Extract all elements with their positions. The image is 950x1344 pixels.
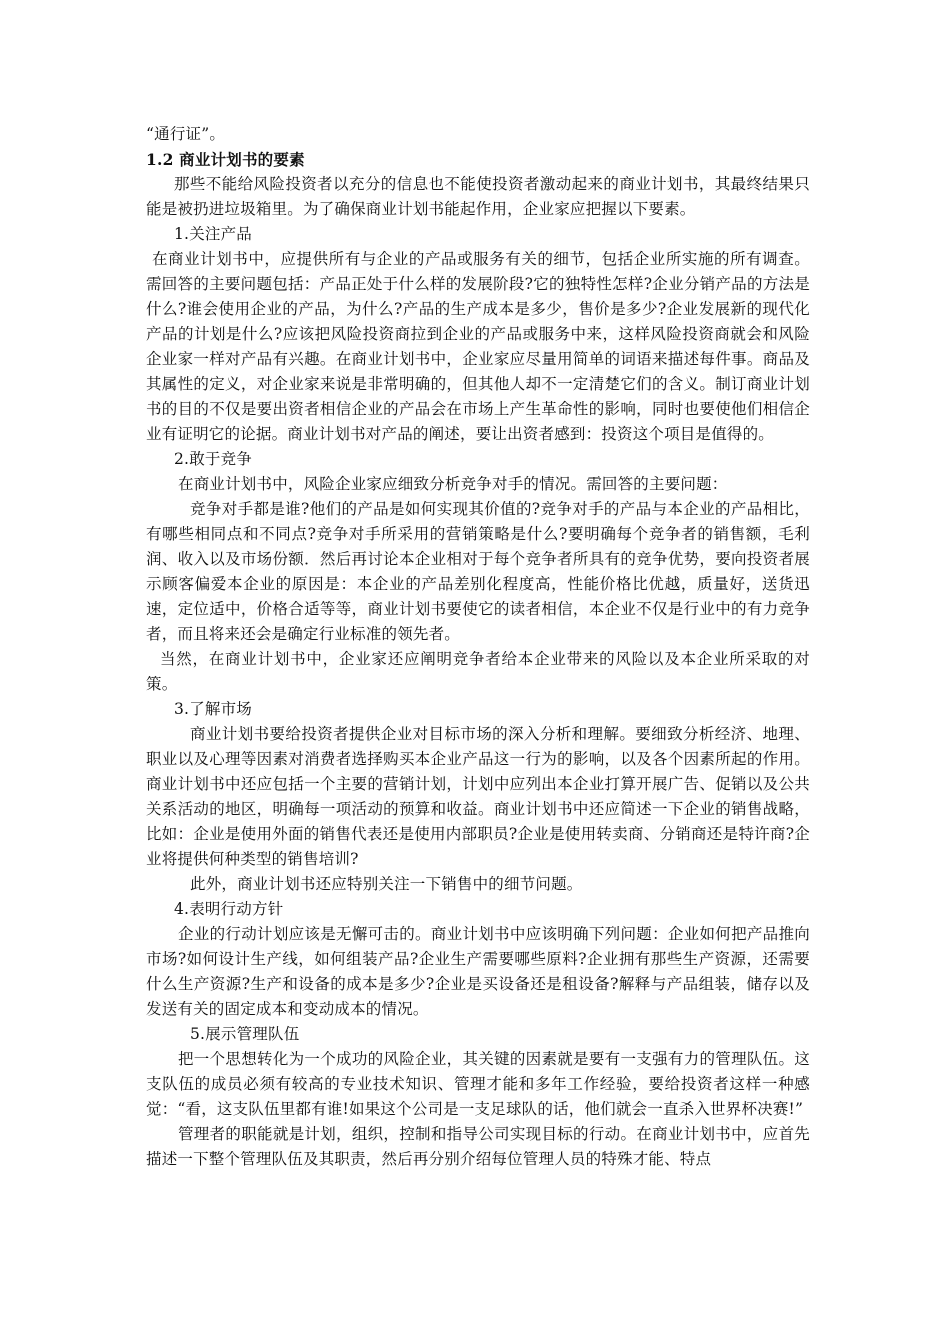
paragraph-market-sales: 此外，商业计划书还应特别关注一下销售中的细节问题。 [190,875,583,893]
paragraph-management: 管理者的职能就是计划，组织，控制和指导公司实现目标的行动。在商业计划书中，应首先描述一下整个管理队伍及其职责，然后再分别介绍每位管理人员的特殊才能、特点 [146,1125,810,1168]
paragraph-competition-detail: 竞争对手都是谁?他们的产品是如何实现其价值的?竞争对手的产品与本企业的产品相比，有哪些相同点和不同点?竞争对手所采用的营销策略是什么?要明确每个竞争者的销售额，毛利润、收入以及市场份额．然后再讨论本企业相对于每个竞争者所具有的竞争优势，要向投资者展示顾客偏爱本企业的原因是：本企业的产品差别化程度高，性能价格比优越，质量好，送货迅速，定位适中，价格合适等等，商业计划书要使它的读者相信，本企业不仅是行业中的有力竞争者，而且将来还会是确定行业标准的领先者。 [146,500,810,643]
paragraph-team: 把一个思想转化为一个成功的风险企业，其关键的因素就是要有一支强有力的管理队伍。这支队伍的成员必须有较高的专业技术知识、管理才能和多年工作经验，要给投资者这样一种感觉：“看，这支队伍里都有谁!如果这个公司是一支足球队的话，他们就会一直杀入世界杯决赛!” [146,1050,810,1118]
subsection-title-market: 3.了解市场 [174,700,252,718]
intro-paragraph: 那些不能给风险投资者以充分的信息也不能使投资者激动起来的商业计划书，其最终结果只能是被扔进垃圾箱里。为了确保商业计划书能起作用，企业家应把握以下要素。 [146,175,810,218]
paragraph-action: 企业的行动计划应该是无懈可击的。商业计划书中应该明确下列问题：企业如何把产品推向市场?如何设计生产线，如何组装产品?企业生产需要哪些原料?企业拥有那些生产资源，还需要什么生产资源?生产和设备的成本是多少?企业是买设备还是租设备?解释与产品组装，储存以及发送有关的固定成本和变动成本的情况。 [146,925,810,1018]
subsection-title-action: 4.表明行动方针 [174,900,284,918]
passport-line: “通行证”。 [146,125,226,143]
paragraph-competition-risk: 当然，在商业计划书中，企业家还应阐明竞争者给本企业带来的风险以及本企业所采取的对策。 [146,650,810,693]
subsection-title-product: 1.关注产品 [174,225,252,243]
document-body [146,122,810,1172]
subsection-title-competition: 2.敢于竞争 [174,450,252,468]
paragraph-product: 在商业计划书中，应提供所有与企业的产品或服务有关的细节，包括企业所实施的所有调查。需回答的主要问题包括：产品正处于什么样的发展阶段?它的独特性怎样?企业分销产品的方法是什么?谁会使用企业的产品，为什么?产品的生产成本是多少，售价是多少?企业发展新的现代化产品的计划是什么?应该把风险投资商拉到企业的产品或服务中来，这样风险投资商就会和风险企业家一样对产品有兴趣。在商业计划书中，企业家应尽量用简单的词语来描述每件事。商品及其属性的定义，对企业家来说是非常明确的，但其他人却不一定清楚它们的含义。制订商业计划书的目的不仅是要出资者相信企业的产品会在市场上产生革命性的影响，同时也要使他们相信企业有证明它的论据。商业计划书对产品的阐述，要让出资者感到：投资这个项目是值得的。 [146,250,810,443]
paragraph-competition-intro: 在商业计划书中，风险企业家应细致分析竞争对手的情况。需回答的主要问题： [178,475,728,493]
subsection-title-team: 5.展示管理队伍 [190,1025,300,1043]
section-heading: 1.2 商业计划书的要素 [146,150,305,169]
paragraph-market: 商业计划书要给投资者提供企业对目标市场的深入分析和理解。要细致分析经济、地理、职业以及心理等因素对消费者选择购买本企业产品这一行为的影响，以及各个因素所起的作用。商业计划书中还应包括一个主要的营销计划，计划中应列出本企业打算开展广告、促销以及公共关系活动的地区，明确每一项活动的预算和收益。商业计划书中还应简述一下企业的销售战略，比如：企业是使用外面的销售代表还是使用内部职员?企业是使用转卖商、分销商还是特许商?企业将提供何种类型的销售培训? [146,725,810,868]
